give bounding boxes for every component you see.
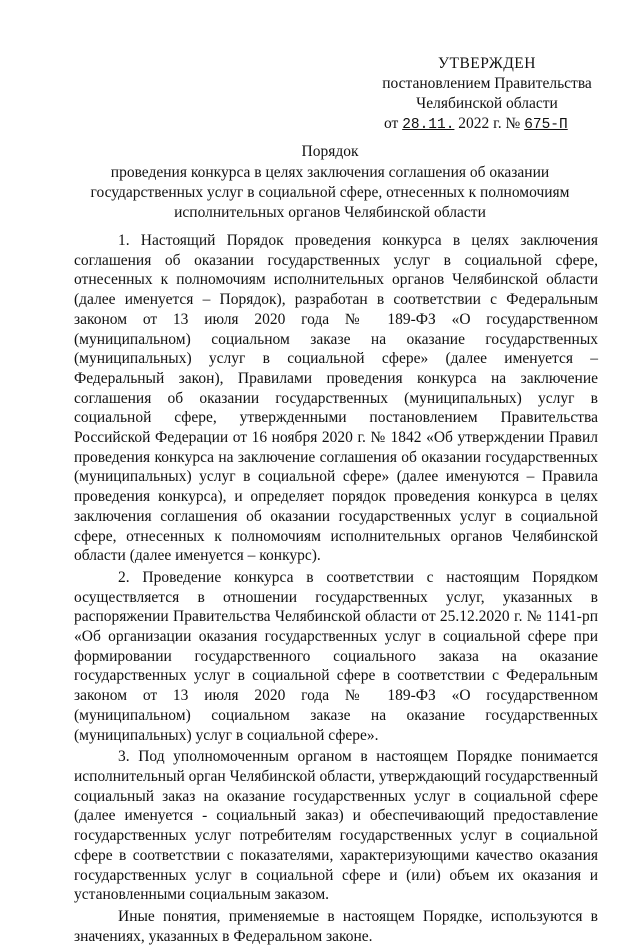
- decree-year: 2022 г. №: [458, 115, 521, 132]
- title-line-2: государственных услуг в социальной сфере, отнесенных к полномочиям: [90, 184, 570, 201]
- paragraph-4: Иные понятия, применяемые в настоящем Порядке, используются в значениях, указанных в Федеральном законе.: [74, 907, 598, 945]
- decree-number: 675-П: [524, 117, 568, 133]
- title-line-3: исполнительных органов Челябинской области: [174, 204, 486, 221]
- title-line-1: проведения конкурса в целях заключения соглашения об оказании: [110, 164, 550, 181]
- paragraph-2: 2. Проведение конкурса в соответствии с настоящим Порядком осуществляется в отношении государственных услуг, указанных в распоряжении Правительства Челябинской области от 25.12.2020 г. № 1141-рп «Об организации оказания государственных услуг в социальной сфере при формировании государственного социального заказа на оказание государственных услуг в социальной сфере в соответствии с Федеральным законом от 13 июля 2020 года № 189-ФЗ «О государственном (муниципальном) социальном заказе на оказание государственных (муниципальных) услуг в социальной сфере».: [74, 568, 598, 744]
- decree-date-number: [384, 114, 602, 135]
- paragraph-1: 1. Настоящий Порядок проведения конкурса в целях заключения соглашения об оказании государственных услуг в социальной сфере, отнесенных к полномочиям исполнительных органов Челябинской области (далее именуется – Порядок), разработан в соответствии с Федеральным законом от 13 июля 2020 года № 189-ФЗ «О государственном (муниципальном) социальном заказе на оказание государственных (муниципальных) услуг в социальной сфере» (далее именуется – Федеральный закон), Правилами проведения конкурса на заключение соглашения об оказании государственных (муниципальных) услуг в социальной сфере, утвержденными постановлением Правительства Российской Федерации от 16 ноября 2020 г. № 1842 «Об утверждении Правил проведения конкурса на заключение соглашения об оказании государственных (муниципальных) услуг в социальной сфере» (далее именуются – Правила проведения конкурса), и определяет порядок проведения конкурса в целях заключения соглашения об оказании государственных услуг в социальной сфере, отнесенных к полномочиям исполнительных органов Челябинской области (далее именуется – конкурс).: [74, 232, 598, 565]
- document-title: [60, 142, 600, 223]
- approval-stamp: [372, 54, 602, 135]
- title-main: Порядок: [301, 143, 359, 160]
- approved-heading: УТВЕРЖДЕН: [438, 55, 536, 72]
- approval-region-line: Челябинской области: [416, 95, 558, 112]
- decree-date: 28.11.: [402, 117, 455, 133]
- approval-issuer-line: постановлением Правительства: [382, 75, 592, 92]
- decree-from-label: от: [384, 115, 399, 132]
- document-body: [74, 231, 598, 946]
- paragraph-3: 3. Под уполномоченным органом в настоящем Порядке понимается исполнительный орган Челябинской области, утверждающий государственный социальный заказ на оказание государственных услуг в социальной сфере (далее именуется - социальный заказ) и обеспечивающий предоставление государственных услуг потребителям государственных услуг в социальной сфере в соответствии с показателями, характеризующими качество оказания государственных услуг в социальной сфере и (или) объем их оказания и установленными социальным заказом.: [74, 748, 598, 904]
